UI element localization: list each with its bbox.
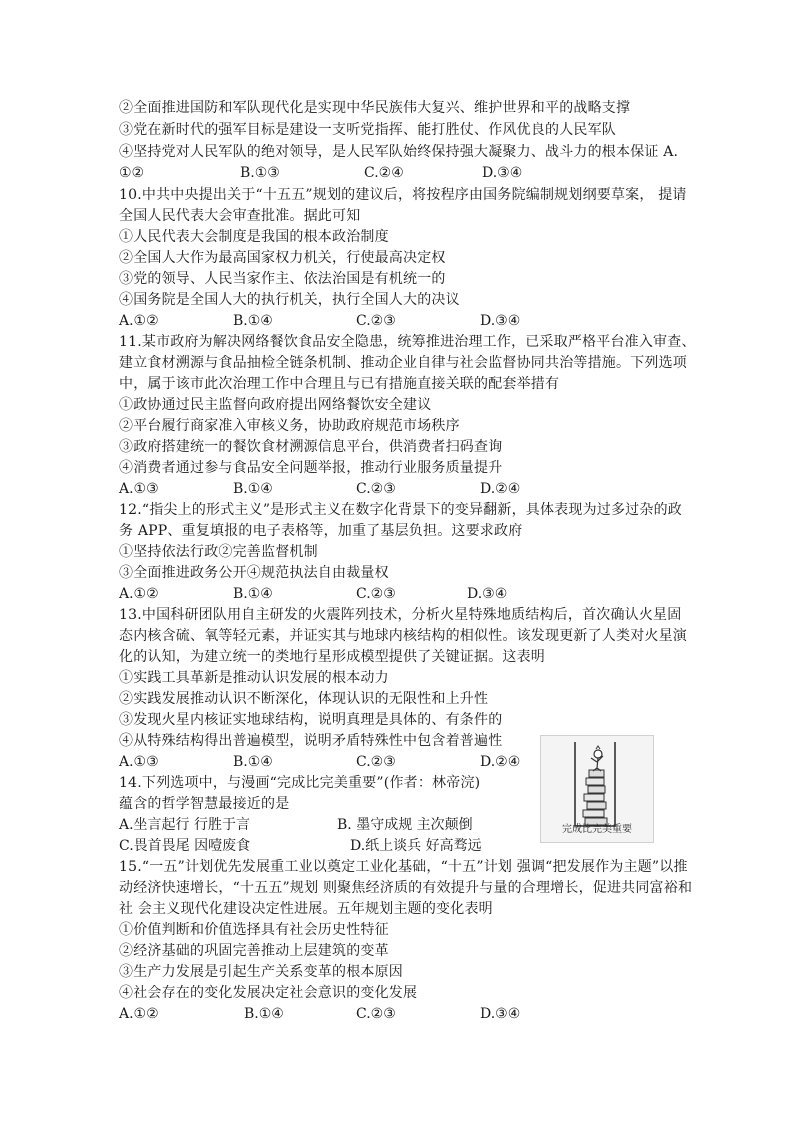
q10-option-a: A.①② — [119, 313, 159, 329]
q14-stem-line-2: 蕴含的哲学智慧最接近的是 — [119, 796, 290, 812]
q11-option-a: A.①③ — [119, 481, 159, 497]
q15-option-a: A.①② — [119, 1006, 159, 1022]
q13-option-d: D.②④ — [480, 754, 521, 770]
q13-item-4: ④从特殊结构得出普遍模型，说明矛盾特殊性中包含着普遍性 — [119, 733, 503, 749]
q13-stem-line-1: 13.中国科研团队用自主研发的火震阵列技术，分析火星特殊地质结构后，首次确认火星固 — [119, 607, 682, 623]
q11-item-2: ②平台履行商家准入审核义务，协助政府规范市场秩序 — [119, 418, 460, 434]
q12-stem-line-1: 12.“指尖上的形式主义”是形式主义在数字化背景下的变异翻新，具体表现为过多过杂的政 — [119, 502, 682, 518]
q15-stem-line-3: 社 会主义现代化建设决定性进展。五年规划主题的变化表明 — [119, 901, 493, 917]
q10-item-1: ①人民代表大会制度是我国的根本政治制度 — [119, 229, 389, 245]
q12-option-c: C.②③ — [356, 586, 396, 602]
q12-option-d: D.③④ — [467, 586, 508, 602]
q12-item-2: ③全面推进政务公开④规范执法自由裁量权 — [119, 565, 389, 581]
q13-option-b: B.①④ — [233, 754, 273, 770]
q14-option-c: C.畏首畏尾 因噎废食 — [119, 838, 251, 854]
q9-option-d: D.③④ — [482, 165, 523, 181]
comic-caption: 完成比完美重要 — [562, 824, 632, 835]
q14-option-b: B. 墨守成规 主次颠倒 — [337, 817, 473, 833]
q13-option-c: C.②③ — [356, 754, 396, 770]
q15-item-1: ①价值判断和价值选择具有社会历史性特征 — [119, 922, 389, 938]
q11-item-3: ③政府搭建统一的餐饮食材溯源信息平台，供消费者扫码查询 — [119, 439, 503, 455]
q10-option-b: B.①④ — [233, 313, 273, 329]
q13-stem-line-2: 态内核含硫、氧等轻元素，并证实其与地球内核结构的相似性。该发现更新了人类对火星演 — [119, 628, 687, 644]
q13-item-2: ②实践发展推动认识不断深化，体现认识的无限性和上升性 — [119, 691, 489, 707]
q15-item-3: ③生产力发展是引起生产关系变革的根本原因 — [119, 964, 403, 980]
q15-option-c: C.②③ — [356, 1006, 396, 1022]
q14-option-a: A.坐言起行 行胜于言 — [119, 817, 251, 833]
q13-item-3: ③发现火星内核证实地球结构，说明真理是具体的、有条件的 — [119, 712, 503, 728]
q11-option-d: D.②④ — [480, 481, 521, 497]
q15-stem-line-2: 动经济快速增长，“十五五”规划 则聚焦经济质的有效提升与量的合理增长，促进共同富裕和 — [119, 880, 693, 896]
q13-option-a: A.①③ — [119, 754, 159, 770]
q9-option-c: C.②④ — [364, 165, 404, 181]
q10-item-3: ③党的领导、人民当家作主、依法治国是有机统一的 — [119, 271, 446, 287]
q10-option-d: D.③④ — [480, 313, 521, 329]
q12-option-b: B.①④ — [233, 586, 273, 602]
q9-item-3: ③党在新时代的强军目标是建设一支听党指挥、能打胜仗、作风优良的人民军队 — [119, 122, 616, 138]
comic-illustration — [540, 735, 654, 843]
q13-stem-line-3: 化的认知，为建立统一的类地行星形成模型提供了关键证据。这表明 — [119, 649, 545, 665]
q10-stem-line-1: 10.中共中央提出关于“十五五”规划的建议后，将按程序由国务院编制规划纲要草案， 提请 — [119, 187, 687, 203]
q11-stem-line-1: 11.某市政府为解决网络餐饮食品安全隐患，统筹推进治理工作，已采取严格平台准入审查、 — [119, 334, 696, 350]
q11-option-c: C.②③ — [356, 481, 396, 497]
q15-option-d: D.③④ — [480, 1006, 521, 1022]
q12-stem-line-2: 务 APP、重复填报的电子表格等，加重了基层负担。这要求政府 — [119, 523, 523, 539]
q11-item-1: ①政协通过民主监督向政府提出网络餐饮安全建议 — [119, 397, 432, 413]
q11-item-4: ④消费者通过参与食品安全问题举报，推动行业服务质量提升 — [119, 460, 503, 476]
q13-item-1: ①实践工具革新是推动认识发展的根本动力 — [119, 670, 389, 686]
q10-item-4: ④国务院是全国人大的执行机关，执行全国人大的决议 — [119, 292, 460, 308]
q15-stem-line-1: 15.“一五”计划优先发展重工业以奠定工业化基础，“十五”计划 强调“把发展作为主题”以推 — [119, 859, 688, 875]
q11-option-b: B.①④ — [233, 481, 273, 497]
q9-option-b: B.①③ — [240, 165, 280, 181]
q12-item-1: ①坚持依法行政②完善监督机制 — [119, 544, 318, 560]
q10-item-2: ②全国人大作为最高国家权力机关，行使最高决定权 — [119, 250, 446, 266]
q11-stem-line-3: 中，属于该市此次治理工作中合理且与已有措施直接关联的配套举措有 — [119, 376, 560, 392]
q15-option-b: B.①④ — [244, 1006, 284, 1022]
q9-item-4: ④坚持党对人民军队的绝对领导，是人民军队始终保持强大凝聚力、战斗力的根本保证 A. — [119, 144, 679, 160]
q15-item-4: ④社会存在的变化发展决定社会意识的变化发展 — [119, 985, 418, 1001]
q14-stem-line-1: 14.下列选项中，与漫画“完成比完美重要”(作者：林帝浣) — [119, 775, 481, 791]
q9-item-2: ②全面推进国防和军队现代化是实现中华民族伟大复兴、维护世界和平的战略支撑 — [119, 100, 631, 116]
q14-option-d: D.纸上谈兵 好高骛远 — [350, 838, 482, 854]
q12-option-a: A.①② — [119, 586, 159, 602]
q9-option-a: ①② — [119, 165, 145, 181]
q11-stem-line-2: 建立食材溯源与食品抽检全链条机制、推动企业自律与社会监督协同共治等措施。下列选项 — [119, 355, 687, 371]
q15-item-2: ②经济基础的巩固完善推动上层建筑的变革 — [119, 943, 389, 959]
q10-stem-line-2: 全国人民代表大会审查批准。据此可知 — [119, 208, 361, 224]
q10-option-c: C.②③ — [356, 313, 396, 329]
